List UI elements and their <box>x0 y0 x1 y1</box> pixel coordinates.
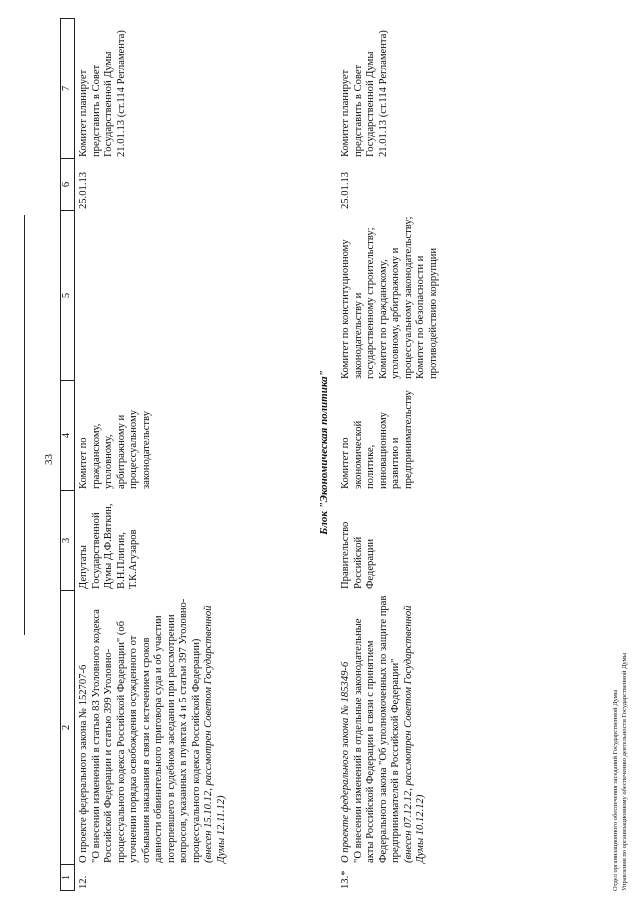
bill-description: "О внесении изменений в отдельные законодательные акты Российской Федерации в связи с принятием Федерального закона "Об уполномоченных по защите прав предпринимателей в Российской Федерации" <box>352 595 401 863</box>
co-committees-cell <box>78 211 228 381</box>
column-header-table <box>60 18 75 891</box>
bill-description-cell <box>78 591 228 865</box>
row-number: 13.* <box>340 870 351 889</box>
table-row <box>78 19 228 891</box>
column-header: 1 <box>61 865 75 891</box>
date-cell: 25.01.13 <box>340 171 351 209</box>
initiator-cell: Правительство Российской Федерации <box>340 521 376 589</box>
bill-table-section-1 <box>78 19 228 891</box>
column-header: 5 <box>61 211 75 381</box>
block-title: Блок "Экономическая политика" <box>318 370 330 535</box>
bill-title: О проекте федерального закона № 185349-6 <box>340 661 351 863</box>
footer-line-1: Отдел организационного обеспечения заседаний Государственной Думы <box>612 689 619 891</box>
plan-cell: Комитет планирует представить в Совет Государственной Думы 21.01.13 (ст.114 Регламента) <box>78 30 127 157</box>
plan-cell: Комитет планирует представить в Совет Государственной Думы 21.01.13 (ст.114 Регламента) <box>340 30 389 157</box>
bill-title: О проекте федерального закона № 152707-6 <box>78 664 89 863</box>
column-header: 6 <box>61 159 75 211</box>
column-header: 2 <box>61 591 75 865</box>
page-number: 33 <box>43 454 55 465</box>
date-cell: 25.01.13 <box>78 171 89 209</box>
column-header: 7 <box>61 19 75 159</box>
footer-line-2: Управления по организационному обеспечению деятельности Государственной Думы <box>621 652 628 891</box>
header-rule <box>24 215 25 635</box>
committee-cell: Комитет по экономической политике, инновационному развитию и предпринимательству <box>340 390 414 489</box>
committee-cell: Комитет по гражданскому, уголовному, арбитражному и процессуальному законодательству <box>78 410 152 489</box>
row-number: 12. <box>78 875 89 889</box>
bill-description-cell <box>340 591 440 865</box>
bill-description: "О внесении изменений в статью 83 Уголовного кодекса Российской Федерации и статью 399 Уголовно-процессуального кодекса Российской Федерации" (об уточнении порядка освобождения осужденного от отбывания наказания в связи с истечением сроков давности обвинительного приговора суда и об участии потерпевшего в судебном заседании при рассмотрении вопросов, указанных в пунктах 4 и 5 статьи 397 Уголовно-процессуального кодекса Российской Федерации) <box>90 598 202 863</box>
initiator-cell: Депутаты Государственной Думы Д.Ф.Вяткин, В.Н.Плигин, Т.К.Агузаров <box>78 503 139 589</box>
bill-note: (внесен 15.10.12, рассмотрен Советом Государственной Думы 12.11.12) <box>203 605 227 863</box>
bill-table-section-2 <box>340 19 440 891</box>
table-row <box>340 19 440 891</box>
bill-note: (внесен 07.12.12, рассмотрен Советом Государственной Думы 10.12.12) <box>402 605 426 863</box>
column-header: 4 <box>61 381 75 491</box>
column-header: 3 <box>61 491 75 591</box>
co-committees-cell: Комитет по конституционному законодательству и государственному строительству; Комитет по гражданскому, уголовному, арбитражному и процессуальному законодательству; Комитет по безопасности и противодействию коррупции <box>340 216 439 379</box>
